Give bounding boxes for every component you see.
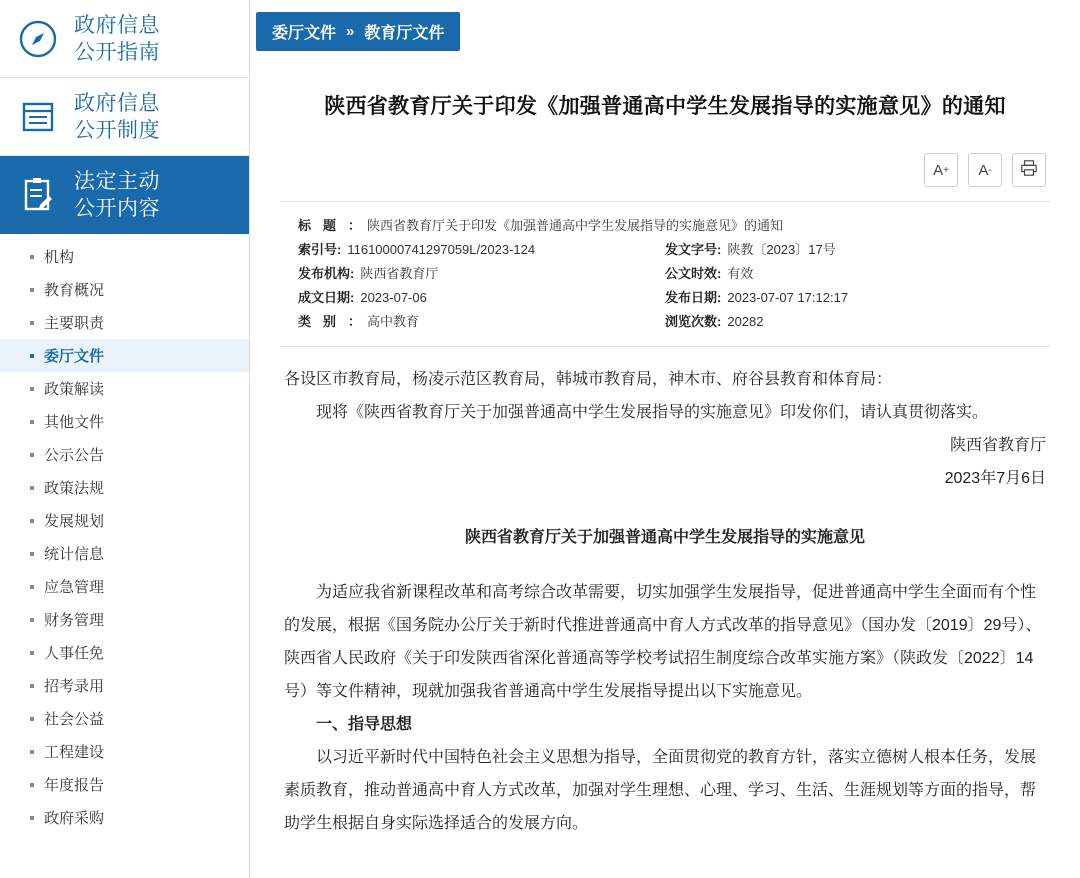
document-body bbox=[250, 347, 1080, 840]
sidebar-item-label: 政策解读 bbox=[44, 381, 105, 398]
meta-validity-label: 公文时效: bbox=[665, 266, 722, 281]
bullet-icon bbox=[30, 453, 34, 457]
meta-publish-date-value: 2023-07-07 17:12:17 bbox=[727, 290, 849, 305]
sidebar-item-人事任免[interactable] bbox=[0, 636, 249, 669]
decrease-font-label: A bbox=[978, 161, 989, 179]
meta-written-date-label: 成文日期: bbox=[298, 290, 355, 305]
sidebar-item-公示公告[interactable] bbox=[0, 438, 249, 471]
content-area bbox=[250, 0, 1080, 878]
meta-row-index bbox=[298, 238, 1032, 262]
sidebar-item-年度报告[interactable] bbox=[0, 768, 249, 801]
increase-font-button[interactable] bbox=[924, 153, 958, 187]
bullet-icon bbox=[30, 519, 34, 523]
bullet-icon bbox=[30, 651, 34, 655]
sidebar-item-发展规划[interactable] bbox=[0, 504, 249, 537]
sidebar-item-招考录用[interactable] bbox=[0, 669, 249, 702]
meta-views bbox=[665, 310, 1032, 334]
meta-issuer-value: 陕西省教育厅 bbox=[360, 266, 439, 281]
meta-row-category bbox=[298, 310, 1032, 334]
meta-row-dates bbox=[298, 286, 1032, 310]
bullet-icon bbox=[30, 321, 34, 325]
sidebar-item-财务管理[interactable] bbox=[0, 603, 249, 636]
meta-row-issuer bbox=[298, 262, 1032, 286]
sidebar-item-label: 发展规划 bbox=[44, 513, 105, 530]
sidebar-item-label: 人事任免 bbox=[44, 645, 105, 662]
meta-doc-number-label: 发文字号: bbox=[665, 242, 722, 257]
sidebar-item-政府采购[interactable] bbox=[0, 801, 249, 834]
meta-title-value: 陕西省教育厅关于印发《加强普通高中学生发展指导的实施意见》的通知 bbox=[367, 218, 784, 233]
sidebar-item-label: 教育概况 bbox=[44, 282, 105, 299]
sidebar-card-content-line1: 法定主动 bbox=[74, 169, 160, 193]
meta-written-date-value: 2023-07-06 bbox=[360, 290, 427, 305]
bullet-icon bbox=[30, 354, 34, 358]
sidebar-item-label: 机构 bbox=[44, 249, 75, 266]
body-section-1-paragraph: 以习近平新时代中国特色社会主义思想为指导，全面贯彻党的教育方针，落实立德树人根本任务，发展素质教育，推动普通高中育人方式改革，加强对学生理想、心理、学习、生活、生涯规划等方面的指导，帮助学生根据自身实际选择适合的发展方向。 bbox=[284, 749, 1037, 832]
sidebar-card-content-label bbox=[74, 168, 160, 222]
sidebar-card-guide-line2: 公开指南 bbox=[74, 40, 160, 64]
body-signature: 陕西省教育厅 bbox=[949, 437, 1046, 454]
sidebar-item-label: 主要职责 bbox=[44, 315, 105, 332]
meta-publish-date-label: 发布日期: bbox=[665, 290, 722, 305]
sidebar-nav-list bbox=[0, 234, 249, 834]
document-list-icon bbox=[16, 95, 60, 139]
bullet-icon bbox=[30, 750, 34, 754]
sidebar-item-其他文件[interactable] bbox=[0, 405, 249, 438]
compass-icon bbox=[16, 17, 60, 61]
sidebar-item-机构[interactable] bbox=[0, 240, 249, 273]
sidebar-item-label: 社会公益 bbox=[44, 711, 105, 728]
sidebar-card-content[interactable] bbox=[0, 156, 249, 234]
sidebar-item-社会公益[interactable] bbox=[0, 702, 249, 735]
meta-title-label: 标题 bbox=[298, 218, 349, 233]
sidebar-item-label: 政策法规 bbox=[44, 480, 105, 497]
decrease-font-button[interactable] bbox=[968, 153, 1002, 187]
body-subtitle: 陕西省教育厅关于加强普通高中学生发展指导的实施意见 bbox=[464, 529, 865, 546]
meta-views-value: 20282 bbox=[727, 314, 764, 329]
bullet-icon bbox=[30, 420, 34, 424]
clipboard-pen-icon bbox=[16, 173, 60, 217]
bullet-icon bbox=[30, 387, 34, 391]
meta-doc-number bbox=[665, 238, 1032, 262]
sidebar-item-label: 其他文件 bbox=[44, 414, 105, 431]
sidebar-item-统计信息[interactable] bbox=[0, 537, 249, 570]
sidebar-item-教育概况[interactable] bbox=[0, 273, 249, 306]
sidebar-card-guide[interactable] bbox=[0, 0, 249, 78]
increase-font-label: A bbox=[933, 161, 944, 179]
print-button[interactable] bbox=[1012, 153, 1046, 187]
meta-category-value: 高中教育 bbox=[367, 314, 420, 329]
bullet-icon bbox=[30, 288, 34, 292]
body-section-1-heading: 一、指导思想 bbox=[316, 716, 413, 733]
sidebar-card-system[interactable] bbox=[0, 78, 249, 156]
sidebar bbox=[0, 0, 250, 878]
bullet-icon bbox=[30, 618, 34, 622]
meta-issuer bbox=[298, 262, 665, 286]
breadcrumb-separator-icon: » bbox=[346, 23, 355, 40]
meta-title bbox=[298, 214, 1032, 238]
meta-title-colon: ： bbox=[348, 218, 362, 233]
decrease-font-sup: - bbox=[988, 164, 992, 176]
print-icon bbox=[1020, 159, 1038, 181]
meta-index-value: 11610000741297059L/2023-124 bbox=[347, 242, 536, 257]
meta-publish-date bbox=[665, 286, 1032, 310]
body-recipients: 各设区市教育局，杨凌示范区教育局，韩城市教育局，神木市、府谷县教育和体育局： bbox=[284, 371, 893, 388]
sidebar-card-system-label bbox=[74, 90, 160, 144]
increase-font-sup: + bbox=[943, 164, 949, 176]
bullet-icon bbox=[30, 552, 34, 556]
sidebar-item-政策法规[interactable] bbox=[0, 471, 249, 504]
sidebar-item-主要职责[interactable] bbox=[0, 306, 249, 339]
breadcrumb-wrapper bbox=[250, 0, 1080, 51]
meta-index-label: 索引号: bbox=[298, 242, 342, 257]
bullet-icon bbox=[30, 717, 34, 721]
sidebar-card-guide-label bbox=[74, 12, 160, 66]
meta-index bbox=[298, 238, 665, 262]
bullet-icon bbox=[30, 255, 34, 259]
meta-written-date bbox=[298, 286, 665, 310]
meta-doc-number-value: 陕教〔2023〕17号 bbox=[727, 242, 836, 257]
bullet-icon bbox=[30, 816, 34, 820]
sidebar-card-system-line2: 公开制度 bbox=[74, 118, 160, 142]
meta-row-title bbox=[298, 214, 1032, 238]
meta-validity bbox=[665, 262, 1032, 286]
bullet-icon bbox=[30, 783, 34, 787]
toolbar bbox=[250, 123, 1080, 187]
body-intro: 现将《陕西省教育厅关于加强普通高中学生发展指导的实施意见》印发你们，请认真贯彻落实。 bbox=[316, 404, 989, 421]
bullet-icon bbox=[30, 684, 34, 688]
breadcrumb bbox=[256, 12, 460, 51]
body-sign-date: 2023年7月6日 bbox=[944, 470, 1046, 487]
breadcrumb-item-1[interactable]: 委厅文件 bbox=[272, 25, 337, 42]
sidebar-item-label: 财务管理 bbox=[44, 612, 105, 629]
document-meta bbox=[280, 201, 1050, 347]
sidebar-item-label: 年度报告 bbox=[44, 777, 105, 794]
sidebar-item-委厅文件[interactable] bbox=[0, 339, 249, 372]
sidebar-item-label: 工程建设 bbox=[44, 744, 105, 761]
meta-category-label: 类别 bbox=[298, 314, 349, 329]
sidebar-item-label: 公示公告 bbox=[44, 447, 105, 464]
sidebar-item-label: 招考录用 bbox=[44, 678, 105, 695]
sidebar-card-system-line1: 政府信息 bbox=[74, 91, 160, 115]
sidebar-item-label: 统计信息 bbox=[44, 546, 105, 563]
sidebar-item-label: 委厅文件 bbox=[44, 348, 105, 365]
sidebar-card-guide-line1: 政府信息 bbox=[74, 13, 160, 37]
sidebar-item-政策解读[interactable] bbox=[0, 372, 249, 405]
sidebar-item-label: 应急管理 bbox=[44, 579, 105, 596]
sidebar-item-工程建设[interactable] bbox=[0, 735, 249, 768]
meta-views-label: 浏览次数: bbox=[665, 314, 722, 329]
bullet-icon bbox=[30, 585, 34, 589]
bullet-icon bbox=[30, 486, 34, 490]
page-title: 陕西省教育厅关于印发《加强普通高中学生发展指导的实施意见》的通知 bbox=[324, 95, 1006, 118]
meta-category bbox=[298, 310, 665, 334]
body-paragraph-1: 为适应我省新课程改革和高考综合改革需要，切实加强学生发展指导，促进普通高中学生全面而有个性的发展，根据《国务院办公厅关于新时代推进普通高中育人方式改革的指导意见》（国办发〔2019〕29号）、陕西省人民政府《关于印发陕西省深化普通高等学校考试招生制度综合改革实施方案》（陕政发〔2022〕14号）等文件精神，现就加强我省普通高中学生发展指导提出以下实施意见。 bbox=[284, 584, 1042, 700]
meta-category-colon: ： bbox=[348, 314, 362, 329]
meta-validity-value: 有效 bbox=[727, 266, 754, 281]
sidebar-item-label: 政府采购 bbox=[44, 810, 105, 827]
sidebar-item-应急管理[interactable] bbox=[0, 570, 249, 603]
meta-issuer-label: 发布机构: bbox=[298, 266, 355, 281]
sidebar-card-content-line2: 公开内容 bbox=[74, 196, 160, 220]
breadcrumb-item-2[interactable]: 教育厅文件 bbox=[364, 25, 445, 42]
